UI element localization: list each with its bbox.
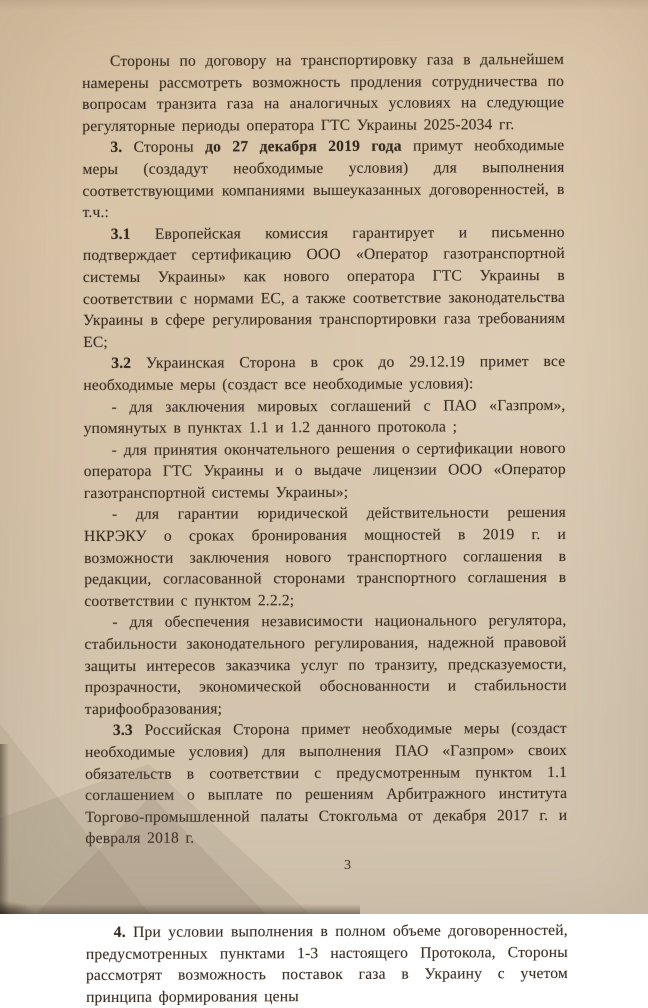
top-edge-shade xyxy=(0,0,648,10)
clause-3-1 xyxy=(83,222,566,354)
text-run: При условии выполнения в полном объеме договоренностей, предусмотренных пунктами 1-3 настоящего Протокола, Стороны рассмотрят возможность поставок газа в Украину с учетом принципа формирования цены xyxy=(85,921,568,1006)
text-run: Украинская Сторона в срок до 29.12.19 примет все необходимые меры (создаст все необходимые условия): xyxy=(83,353,566,394)
dash-item-4 xyxy=(84,610,566,720)
clause-number: 3.3 xyxy=(112,722,133,740)
text-run: Европейская комиссия гарантирует и письменно подтверждает сертификацию ООО «Оператор газотранспортной системы Украины» как нового оператора ГТС Украины в соответствии с нормами ЕС, а также соответствие законодательства Украины в сфере регулирования транспортировки газа требованиям ЕС; xyxy=(82,223,566,351)
text-run: Российская Сторона примет необходимые меры (создаст необходимые условия) для выполнения ПАО «Газпром» своих обязательств в соответствии с предусмотренным пунктом 1.1 соглашением о выплате по решениям Арбитражного института Торгово-промышленной палаты Стокгольма от декабря 2017 г. и февраля 2018 г. xyxy=(84,720,568,848)
left-edge-shadow xyxy=(0,744,9,914)
text-run: примут необходимые меры (создадут необходимые условия) для выполнения соответствующими компаниями вышеуказанных договоренностей, в т.ч.: xyxy=(82,137,565,222)
clause-number: 4. xyxy=(113,923,126,941)
page-number: 3 xyxy=(344,858,351,873)
text-run: Стороны по договору на транспортировку газа в дальнейшем намерены рассмотреть возможность продления сотрудничества по вопросам транзита газа на аналогичных условиях на следующие регуляторные периоды оператора ГТС Украины 2025-2034 гг. xyxy=(82,50,565,135)
clause-3 xyxy=(82,135,564,223)
dash-item-1 xyxy=(83,394,565,439)
bottom-left-corner-shadow xyxy=(0,900,34,914)
clause-number: 3.2 xyxy=(111,355,132,373)
text-run: - для гарантии юридической действительности решения НКРЭКУ о сроках бронирования мощностей в 2019 г. и возможности заключения нового транспортного соглашения в редакции, согласованной сторонами транспортного соглашения в соответствии с пунктом 2.2.2; xyxy=(83,504,567,610)
text-run: - для принятия окончательного решения о сертификации нового оператора ГТС Украины и о выдаче лицензии ООО «Оператор газотранспортной системы Украины»; xyxy=(83,439,566,502)
clause-4 xyxy=(86,920,568,1008)
dash-item-3 xyxy=(84,502,566,612)
text-run: - для заключения мировых соглашений с ПАО «Газпром», упомянутых в пунктах 1.1 и 1.2 данного протокола ; xyxy=(83,396,566,438)
bottom-edge-shadow xyxy=(0,904,360,914)
paragraph-intro xyxy=(82,49,564,137)
dash-item-2 xyxy=(84,438,566,505)
deadline-emphasis: до 27 декабря 2019 года xyxy=(205,138,402,156)
clause-number: 3.1 xyxy=(110,225,131,243)
clause-3-2 xyxy=(83,351,565,396)
text-run: Стороны xyxy=(122,138,206,157)
text-run: - для обеспечения независимости национального регулятора, стабильности законодательного регулирования, надежной правовой защиты интересов заказчика услуг по транзиту, предсказуемости, прозрачности, экономической обоснованности и стабильности тарифообразования; xyxy=(84,612,567,718)
clause-number: 3. xyxy=(110,139,123,157)
